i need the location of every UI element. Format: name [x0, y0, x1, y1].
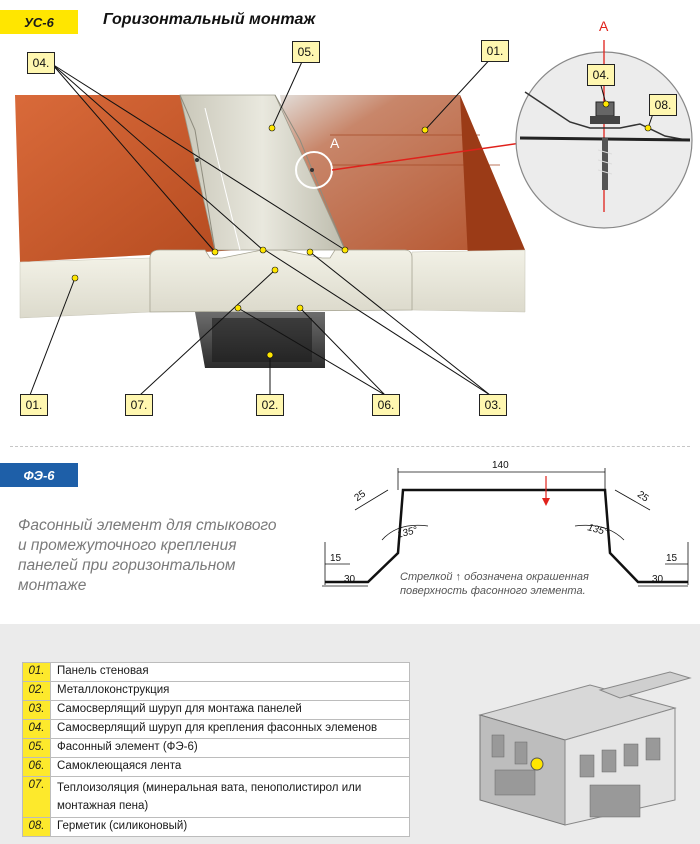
paint-side-note: Стрелкой ↑ обозначена окрашенная поверхность фасонного элемента. [400, 571, 589, 597]
legend-row: 03. Самосверлящий шуруп для монтажа панелей [23, 701, 410, 720]
section-divider [10, 446, 690, 447]
callout-02: 02. [256, 394, 284, 416]
callout-07: 07. [125, 394, 153, 416]
callout-05: 05. [292, 41, 320, 63]
svg-text:140: 140 [492, 460, 509, 471]
profile-code-tag: ФЭ-6 [0, 463, 78, 487]
svg-text:30: 30 [652, 574, 664, 585]
building-illustration [470, 660, 695, 835]
section-title: Горизонтальный монтаж [103, 11, 316, 28]
callout-01-bottom: 01. [20, 394, 48, 416]
section-mark-a-zoom: A [599, 18, 609, 34]
callout-04: 04. [27, 52, 55, 74]
callout-01-top: 01. [481, 40, 509, 62]
svg-text:15: 15 [330, 553, 342, 564]
legend-table [22, 662, 410, 837]
legend-row: 06. Самоклеющаяся лента [23, 758, 410, 777]
svg-text:30: 30 [344, 574, 356, 585]
profile-description: Фасонный элемент для стыкового и промежуточного крепления панелей при горизонтальном монтаже [18, 517, 277, 594]
callout-03: 03. [479, 394, 507, 416]
svg-text:15: 15 [666, 553, 678, 564]
legend-row: 05. Фасонный элемент (ФЭ-6) [23, 739, 410, 758]
right-panel-edge [412, 250, 525, 312]
legend-row: 07. Теплоизоляция (минеральная вата, пенополистирол или монтажная пена) [23, 777, 410, 818]
left-panel-edge [20, 258, 150, 318]
svg-text:135°: 135° [586, 522, 610, 539]
callout-08-zoom: 08. [649, 94, 677, 116]
section-code-tag: УС-6 [0, 10, 78, 34]
legend-row: 08. Герметик (силиконовый) [23, 818, 410, 837]
legend-row: 02. Металлоконструкция [23, 682, 410, 701]
callout-06: 06. [372, 394, 400, 416]
svg-text:25: 25 [635, 489, 651, 505]
svg-text:25: 25 [352, 488, 368, 504]
omega-strip [150, 250, 412, 312]
callout-04-zoom: 04. [587, 64, 615, 86]
legend-row: 04. Самосверлящий шуруп для крепления фасонных элеменов [23, 720, 410, 739]
section-mark-a: A [330, 135, 340, 151]
svg-text:135°: 135° [395, 524, 419, 541]
legend-row: 01. Панель стеновая [23, 663, 410, 682]
